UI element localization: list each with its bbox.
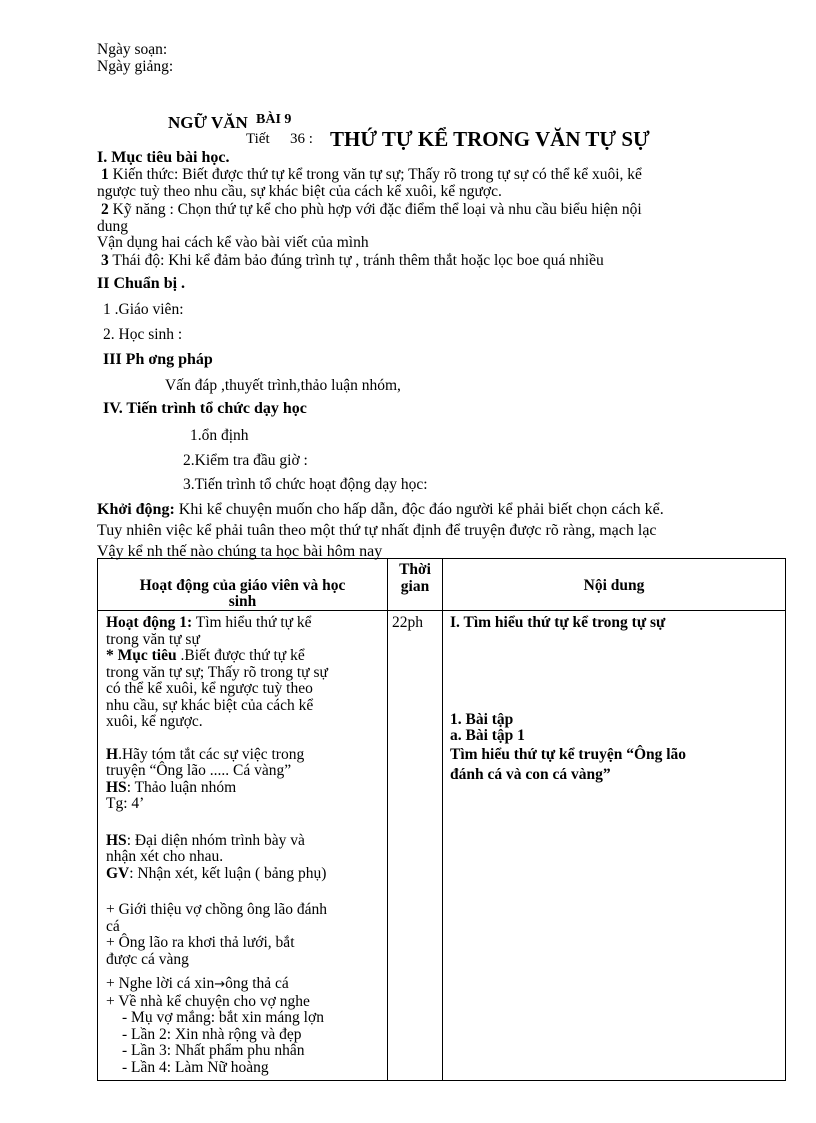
- lesson-table: [97, 558, 786, 1081]
- event-1-line1: + Giới thiệu vợ chồng ông lão đánh: [106, 901, 328, 918]
- giao-vien-item: 1 .Giáo viên:: [103, 301, 184, 318]
- time-value: 22ph: [392, 614, 423, 631]
- section4-heading: IV. Tiến trình tổ chức dạy học: [103, 400, 307, 417]
- question-label: H: [106, 745, 119, 763]
- table-row: [98, 611, 786, 1081]
- kien-thuc-num: 1: [101, 166, 109, 183]
- page-title: THỨ TỰ KỂ TRONG VĂN TỰ SỰ: [330, 127, 650, 151]
- hs-dai-dien-text: : Đại diện nhóm trình bày và: [126, 831, 305, 849]
- hs-dai-dien-line1: [106, 833, 381, 850]
- event-1-line2: cá: [106, 917, 120, 935]
- tiet-number: 36 :: [290, 131, 313, 147]
- header-time-line2: gian: [400, 578, 430, 595]
- event-2-line2: được cá vàng: [106, 950, 189, 968]
- phuong-phap-content: Vấn đáp ,thuyết trình,thảo luận nhóm,: [165, 377, 401, 394]
- section3-heading: III Ph ơng pháp: [103, 351, 213, 368]
- muc-tieu-line1: [106, 648, 381, 665]
- muc-tieu-line5: xuôi, kể ngược.: [106, 713, 203, 730]
- content-cell: [443, 611, 786, 1081]
- header-activity-line1: Hoạt động của giáo viên và học: [139, 577, 346, 594]
- kien-thuc-text: Kiến thức: Biết được thứ tự kể trong văn tự sự; Thấy rõ trong tự sự có thể kể xuôi, kể: [108, 166, 642, 183]
- step-tien-trinh: 3.Tiến trình tổ chức hoạt động dạy học:: [183, 476, 428, 493]
- right-arrow-icon: →: [214, 977, 226, 992]
- muc-tieu-line2: trong văn tự sự; Thấy rõ trong tự sự: [106, 663, 328, 681]
- gv-label: GV: [106, 864, 130, 882]
- ky-nang-line3: Vận dụng hai cách kể vào bài viết của mình: [97, 234, 369, 251]
- ky-nang-num: 2: [101, 201, 109, 218]
- hs-dai-dien-line2: nhận xét cho nhau.: [106, 848, 224, 865]
- muc-tieu-label: * Mục tiêu: [106, 647, 177, 664]
- step-kiem-tra: 2.Kiểm tra đầu giờ :: [183, 452, 308, 469]
- muc-tieu-line3: có thể kể xuôi, kể ngược tuỳ theo: [106, 680, 313, 697]
- lesson-label: BÀI 9: [256, 112, 292, 127]
- hoat-dong-text: Tìm hiểu thứ tự kể: [192, 614, 312, 631]
- sub-event-2: - Lần 2: Xin nhà rộng và đẹp: [122, 1025, 302, 1043]
- khoi-dong-line3: Vậy kể nh thế nào chúng ta học bài hôm nay: [97, 543, 383, 560]
- muc-tieu-line4: nhu cầu, sự khác biệt của cách kể: [106, 696, 314, 714]
- bai-tap-heading: 1. Bài tập: [450, 710, 514, 728]
- header-activity-line2: sinh: [228, 593, 257, 610]
- hoat-dong-line2: trong văn tự sự: [106, 630, 200, 648]
- hs-thao-luan: [106, 780, 381, 797]
- sub-event-3: - Lần 3: Nhất phẩm phu nhân: [122, 1042, 305, 1059]
- thai-do-text: Thái độ: Khi kể đảm bảo đúng trình tự , tránh thêm thắt hoặc lọc boe quá nhiều: [108, 252, 604, 269]
- event-3-a: + Nghe lời cá xin: [106, 975, 215, 992]
- khoi-dong-line1: [97, 501, 664, 518]
- header-activity-cell: [98, 559, 388, 611]
- event-2-line1: + Ông lão ra khơi thả lưới, bắt: [106, 934, 295, 951]
- time-note: Tg: 4’: [106, 795, 145, 812]
- header-content-cell: [443, 559, 786, 611]
- task-line1: Tìm hiểu thứ tự kể truyện “Ông lão: [450, 745, 687, 763]
- ngay-soan: Ngày soạn:: [97, 41, 168, 58]
- hoat-dong-label: Hoạt động 1:: [106, 614, 193, 631]
- hoc-sinh-item: 2. Học sinh :: [103, 326, 183, 343]
- section2-heading: II Chuẩn bị .: [97, 275, 186, 292]
- time-cell: [388, 611, 443, 1081]
- hoat-dong-line1: [106, 615, 381, 632]
- question-line2: truyện “Ông lão ..... Cá vàng”: [106, 762, 292, 779]
- gv-text: : Nhận xét, kết luận ( bảng phụ): [129, 864, 327, 882]
- ky-nang-line2: dung: [97, 218, 128, 235]
- header-time-line1: Thời: [399, 561, 431, 578]
- subject-label: NGỮ VĂN: [168, 113, 248, 132]
- table-header-row: [98, 559, 786, 611]
- sub-event-4: - Lần 4: Làm Nữ hoàng: [122, 1058, 269, 1076]
- kien-thuc-line1: [101, 166, 642, 183]
- hs-label-2: HS: [106, 831, 127, 849]
- content-heading: I. Tìm hiểu thứ tự kể trong tự sự: [450, 614, 666, 631]
- muc-tieu-text: .Biết được thứ tự kể: [176, 647, 305, 664]
- ky-nang-line1: [101, 201, 642, 218]
- section1-heading: I. Mục tiêu bài học.: [97, 149, 230, 166]
- hs-label: HS: [106, 778, 127, 796]
- activity-cell: [98, 611, 388, 1081]
- question-line1: [106, 747, 381, 764]
- thai-do-line: [101, 252, 604, 269]
- gv-ket-luan: [106, 866, 381, 883]
- event-3-b: ông thả cá: [225, 975, 289, 992]
- tiet-label: Tiết: [246, 131, 270, 147]
- event-4: + Về nhà kể chuyện cho vợ nghe: [106, 992, 310, 1010]
- hs-text: : Thảo luận nhóm: [126, 778, 237, 796]
- thai-do-num: 3: [101, 252, 109, 269]
- khoi-dong-text: Khi kể chuyện muốn cho hấp dẫn, độc đáo người kể phải biết chọn cách kể.: [174, 501, 664, 518]
- header-time-cell: [388, 559, 443, 611]
- ngay-giang: Ngày giảng:: [97, 58, 174, 75]
- event-3: [106, 976, 381, 994]
- task-line2: đánh cá và con cá vàng”: [450, 765, 611, 783]
- kien-thuc-line2: ngược tuỳ theo nhu cầu, sự khác biệt của cách kể xuôi, kể ngược.: [97, 183, 502, 200]
- khoi-dong-label: Khởi động:: [97, 501, 175, 518]
- header-content: Nội dung: [583, 577, 645, 594]
- question-text: .Hãy tóm tắt các sự việc trong: [118, 745, 305, 763]
- khoi-dong-line2: Tuy nhiên việc kể phải tuân theo một thứ tự nhất định để truyện được rõ ràng, mạch lạc: [97, 522, 657, 539]
- step-on-dinh: 1.ổn định: [190, 427, 249, 444]
- bai-tap-1-heading: a. Bài tập 1: [450, 727, 525, 744]
- ky-nang-text: Kỹ năng : Chọn thứ tự kể cho phù hợp với đặc điểm thể loại và nhu cầu biểu hiện nội: [108, 201, 642, 218]
- sub-event-1: - Mụ vợ mắng: bắt xin máng lợn: [122, 1009, 324, 1026]
